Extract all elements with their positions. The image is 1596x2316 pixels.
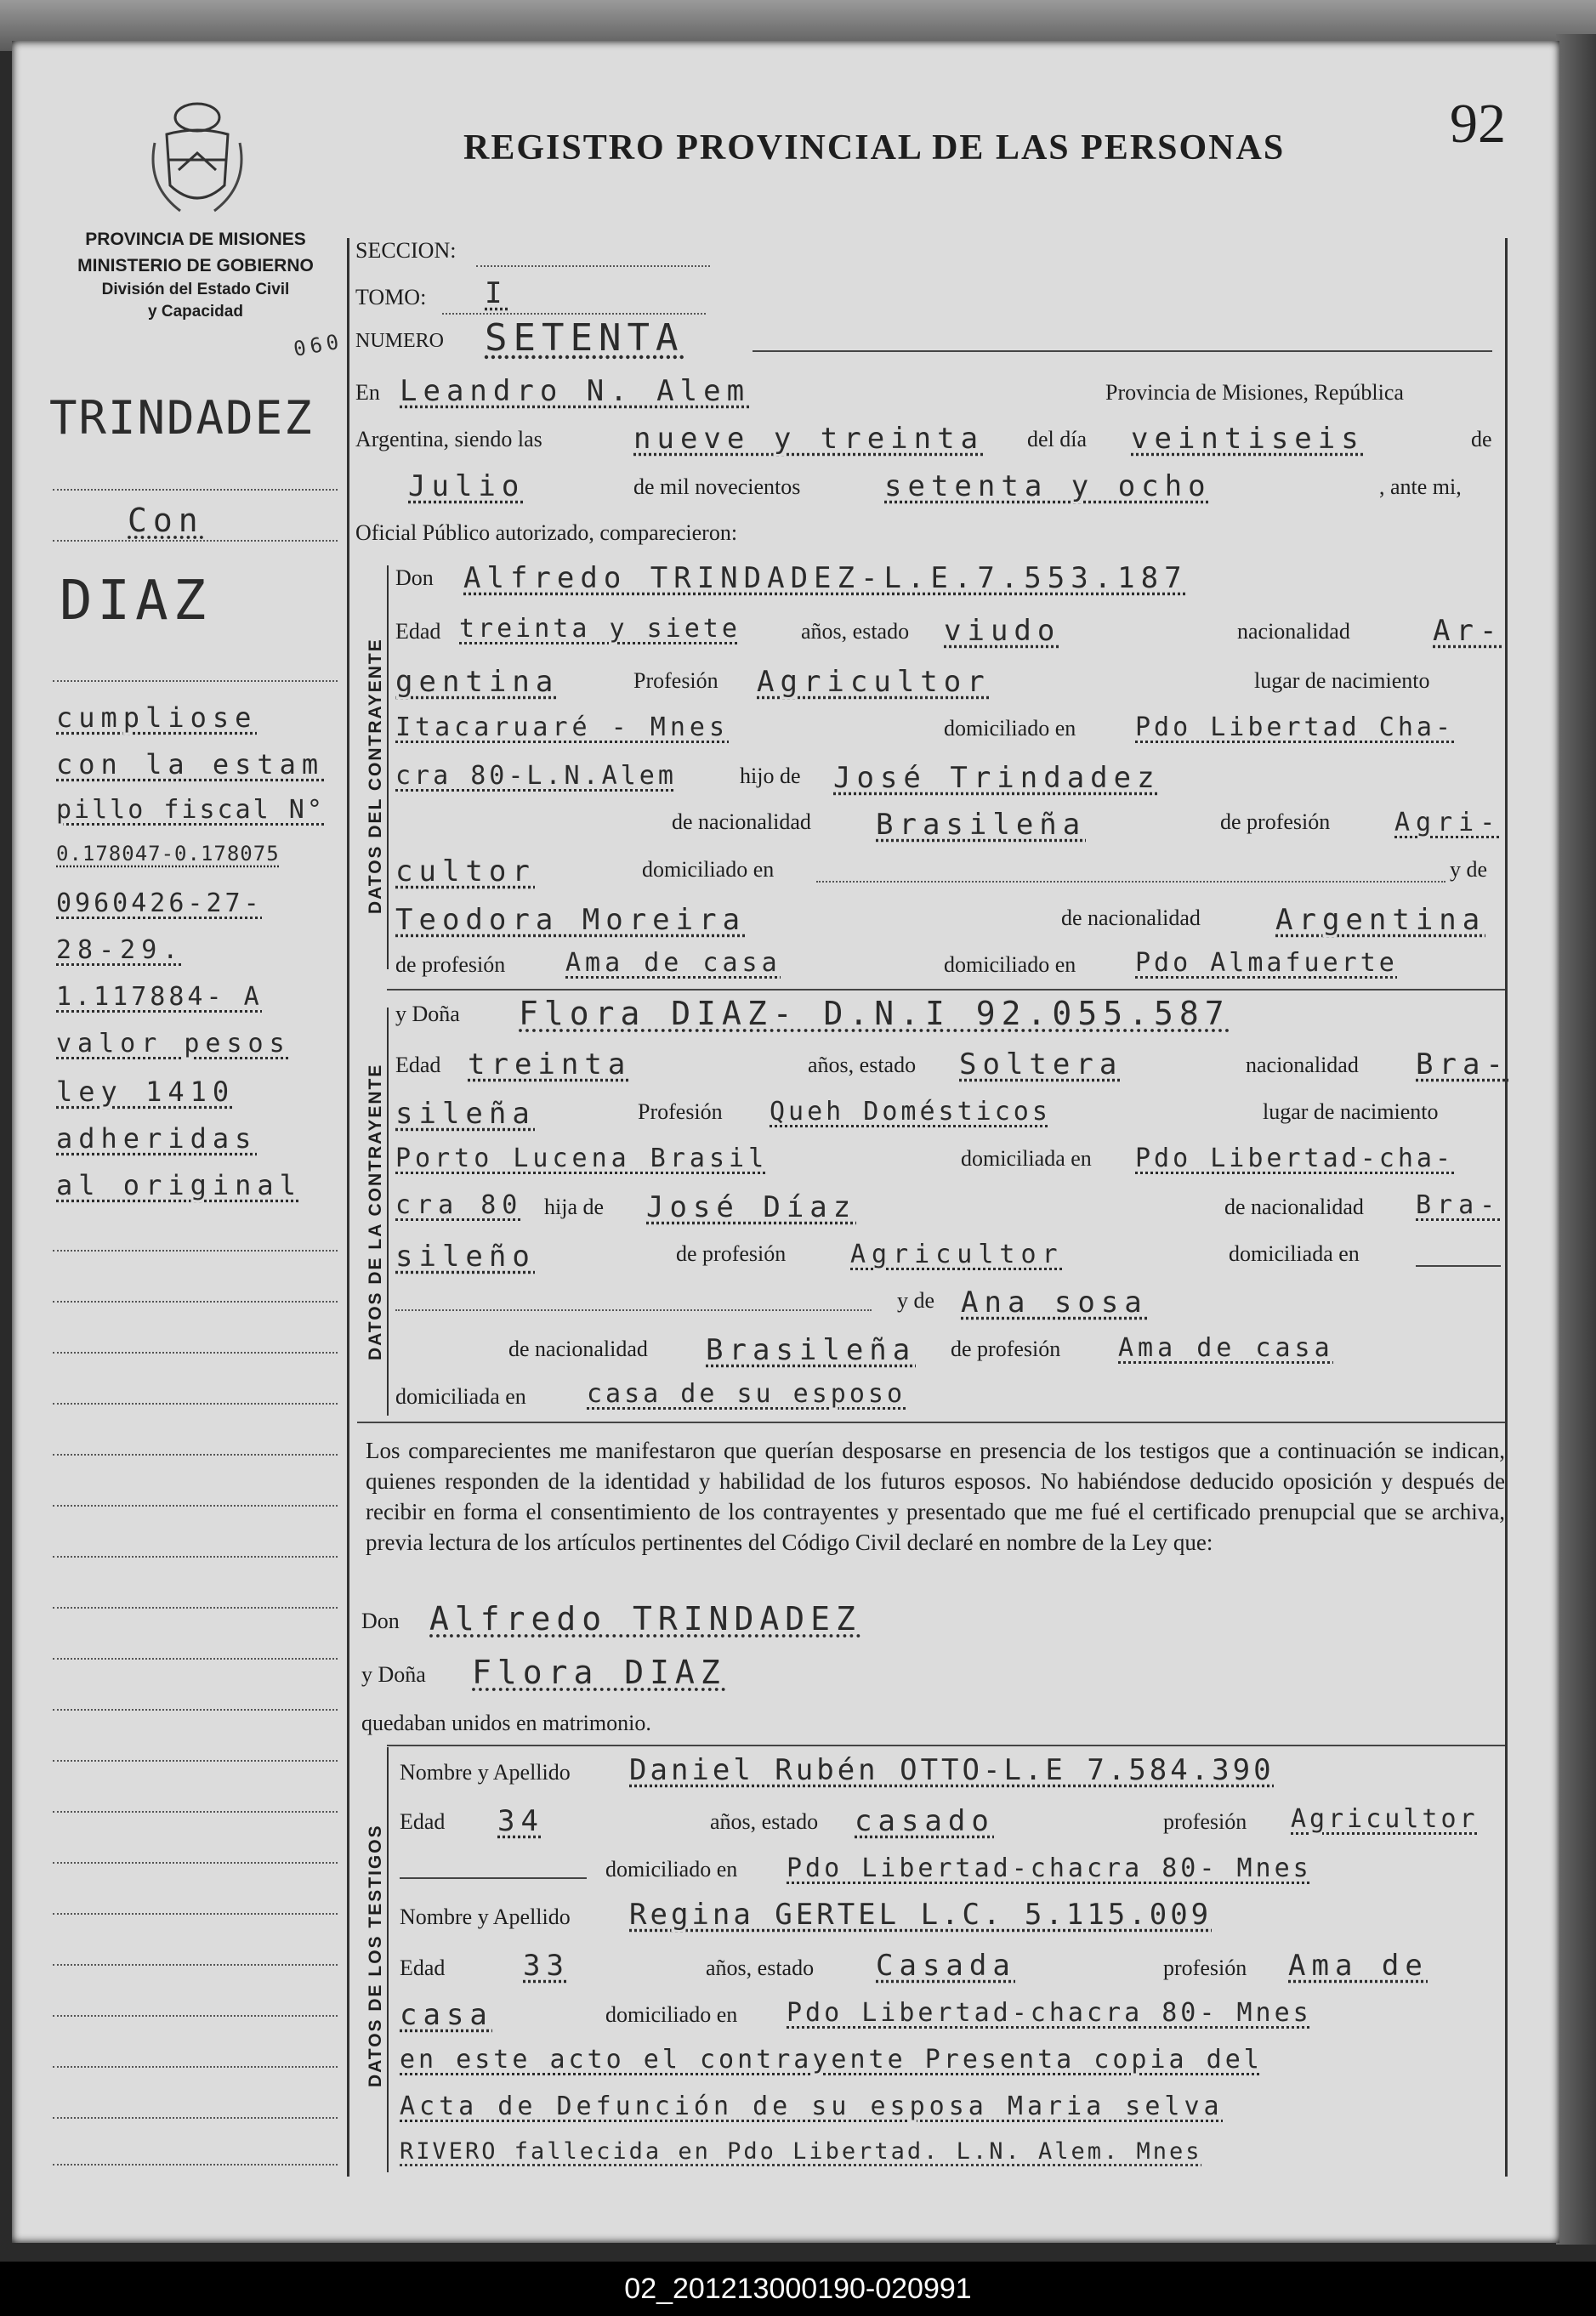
t2-edad-label: Edad [400,1956,446,1980]
anio-value: setenta y ocho [884,469,1212,503]
testigo2-profesion-b: casa [400,1998,493,2032]
contrayente1-madre-dom: Pdo Almafuerte [1135,948,1398,978]
testigos-bracket [387,1747,389,2172]
contrayente1-madre-prof: Ama de casa [565,948,781,978]
margin-rule [53,1964,338,1966]
t1-domicilio-label: domiciliado en [605,1857,738,1882]
org-province: PROVINCIA DE MISIONES [85,230,306,249]
y-de-label: y de [897,1288,935,1313]
section-divider [357,1422,1505,1423]
t1-nombre-label: Nombre y Apellido [400,1760,571,1785]
de-mil-label: de mil novecientos [633,474,801,499]
testigo1-edad: 34 [497,1804,544,1838]
hora-value: nueve y treinta [633,422,985,456]
testigos-side-label: DATOS DE LOS TESTIGOS [366,1824,385,2087]
decl-don-label: Don [361,1609,400,1633]
contrayente2-nacionalidad-b: sileña [395,1097,536,1131]
en-label: En [355,380,380,405]
edad-label: Edad [395,619,441,644]
observacion-line-3: RIVERO fallecida en Pdo Libertad. L.N. Alem. Mnes [400,2138,1202,2165]
argentina-text: Argentina, siendo las [355,427,542,451]
section-divider [387,1745,1505,1746]
contrayente2-domicilio-b: cra 80 [395,1190,524,1220]
contrayente1-nombre: Alfredo TRINDADEZ-L.E.7.553.187 [463,561,1188,595]
t1-profesion-label: profesión [1163,1809,1247,1834]
margin-rule [53,489,338,491]
decl-dona-label: y Doña [361,1662,426,1687]
margin-rule [53,1403,338,1405]
contrayente2-nombre: Flora DIAZ- D.N.I 92.055.587 [519,995,1230,1032]
padre-domicilio-label: domiciliada en [1229,1241,1360,1266]
margin-rule [53,1658,338,1660]
contrayente2-padre: José Díaz [646,1190,857,1224]
testigo1-profesion: Agricultor [1291,1804,1479,1834]
contrayente1-domicilio-b: cra 80-L.N.Alem [395,761,677,791]
tomo-value: I [485,276,508,310]
margin-rule [53,1913,338,1915]
contrayente2-edad: treinta [468,1047,632,1081]
contrayente1-madre: Teodora Moreira [395,903,747,937]
de-label: de [1471,427,1492,451]
profesion-label: Profesión [638,1099,723,1124]
issuing-office [51,226,340,323]
dona-label: y Doña [395,1002,460,1026]
testigo2-edad: 33 [523,1949,570,1983]
testigo2-domicilio: Pdo Libertad-chacra 80- Mnes [787,1998,1312,2028]
margin-note-line: ley 1410 [56,1076,236,1108]
provincia-text: Provincia de Misiones, República [1105,380,1404,405]
padre-domicilio-line-2 [395,1309,872,1311]
quedaban-text: quedaban unidos en matrimonio. [361,1711,651,1735]
margin-rule [53,2117,338,2119]
margin-note-line: adheridas [56,1122,258,1155]
seccion-line [476,265,710,267]
tomo-line [442,313,706,315]
hija-de-label: hija de [544,1195,605,1219]
ante-mi-label: , ante mi, [1379,474,1462,499]
margin-note-line: cumpliose [56,701,258,734]
observacion-line-2: Acta de Defunción de su esposa Maria selva [400,2092,1224,2121]
madre-domicilio-label: domiciliado en [944,952,1076,977]
testigo2-profesion-a: Ama de [1288,1949,1428,1983]
margin-con: Con [128,502,204,539]
decl-don-value: Alfredo TRINDADEZ [429,1600,861,1638]
contrayente2-lugar-nac: Porto Lucena Brasil [395,1144,769,1173]
margin-note-line: valor pesos [56,1029,291,1059]
contrayente1-lugar-nac: Itacaruaré - Mnes [395,712,730,742]
de-nacionalidad-label: de nacionalidad [1224,1195,1364,1219]
y-de-label: y de [1450,857,1488,882]
margin-rule [53,1454,338,1456]
margin-note-line: 0960426-27- [56,888,263,918]
contrayente2-padre-nac-a: Bra- [1416,1190,1502,1220]
margin-rule [53,1862,338,1864]
madre-profesion-label: de profesión [951,1337,1061,1361]
edad-label: Edad [395,1053,441,1077]
margin-note-line: 28-29. [56,935,185,965]
margin-note-line: pillo fiscal N° [56,795,325,825]
contrayente2-nacionalidad-a: Bra- [1416,1047,1509,1081]
numero-label: NUMERO [355,330,445,352]
don-label: Don [395,565,434,590]
margin-note-line: 0.178047-0.178075 [56,842,280,866]
dia-value: veintiseis [1131,422,1365,456]
page-number: 92 [1450,93,1506,155]
profesion-label: Profesión [633,668,718,693]
testigo1-estado: casado [855,1804,995,1838]
contrayente1-padre-prof-a: Agri- [1394,808,1502,837]
lugar-nacimiento-label: lugar de nacimiento [1263,1099,1439,1124]
contrayente1-estado: viudo [944,614,1061,648]
t1-anios-estado-label: años, estado [710,1809,819,1834]
margin-rule [53,1760,338,1762]
t1-edad-label: Edad [400,1809,446,1834]
testigo1-domicilio: Pdo Libertad-chacra 80- Mnes [787,1853,1312,1883]
t2-domicilio-label: domiciliado en [605,2002,738,2027]
t2-profesion-label: profesión [1163,1956,1247,1980]
contrayente1-edad: treinta y siete [459,614,741,644]
mes-value: Julio [408,469,525,503]
t2-anios-estado-label: años, estado [706,1956,815,1980]
madre-nacionalidad-label: de nacionalidad [1061,905,1201,930]
contrayente1-padre-nac: Brasileña [876,808,1087,842]
padre-domicilio-label: domiciliado en [642,857,775,882]
contrayente2-side-label: DATOS DE LA CONTRAYENTE [366,1063,385,1360]
madre-domicilio-label: domiciliada en [395,1384,526,1409]
testigo2-nombre: Regina GERTEL L.C. 5.115.009 [629,1898,1213,1932]
seccion-label: SECCION: [355,238,457,263]
scan-right-edge [1556,34,1596,2245]
domiciliada-label: domiciliada en [961,1146,1092,1171]
numero-line [753,350,1492,352]
margin-rule [53,1250,338,1252]
margin-rule [53,2164,338,2166]
padre-domicilio-line [1416,1265,1501,1267]
contrayente2-madre-dom: casa de su esposo [587,1379,906,1409]
declaration-paragraph: Los comparecientes me manifestaron que querían desposarse en presencia de los testigos que a continuación se indican, quienes responden de la identidad y habilidad de los futuros esposos. No habiéndose deducido oposición y después de recibir en forma el consentimiento de los contrayentes y presentado que me fué el certificado prenupcial que se archiva, previa lectura de los artículos pertinentes del Código Civil declaré en nombre de la Ley que: [366,1438,1505,1555]
t2-nombre-label: Nombre y Apellido [400,1904,571,1929]
contrayente1-madre-nac: Argentina [1275,903,1486,937]
contrayente1-nacionalidad-b: gentina [395,665,559,699]
numero-value: SETENTA [485,316,684,360]
contrayente2-padre-prof: Agricultor [850,1240,1064,1269]
margin-stamp: 060 [292,329,345,361]
anios-estado-label: años, estado [801,619,910,644]
margin-rule [53,1301,338,1303]
padre-domicilio-line [816,881,1445,883]
madre-nacionalidad-label: de nacionalidad [508,1337,648,1361]
margin-rule [53,2066,338,2068]
contrayente1-nacionalidad-a: Ar- [1433,614,1503,648]
margin-surname-2: DIAZ [60,570,212,633]
margin-rule [53,680,338,682]
contrayente1-domicilio-a: Pdo Libertad Cha- [1135,712,1455,742]
nacionalidad-label: nacionalidad [1246,1053,1359,1077]
margin-surname-1: TRINDADEZ [49,391,314,445]
coat-of-arms-icon [146,92,248,219]
nacionalidad-label: nacionalidad [1237,619,1350,644]
margin-rule [53,1505,338,1507]
testigo2-estado: Casada [876,1949,1016,1983]
scan-file-id: 02_201213000190-020991 [0,2262,1596,2316]
margin-divider [347,238,349,2177]
margin-rule [53,1556,338,1558]
section-divider [387,989,1505,991]
contrayente2-padre-nac-b: sileño [395,1240,536,1274]
contrayente2-domicilio-a: Pdo Libertad-cha- [1135,1144,1455,1173]
margin-rule [53,1811,338,1813]
org-ministry: MINISTERIO DE GOBIERNO [77,256,314,275]
lugar-value: Leandro N. Alem [400,374,751,408]
de-profesion-label: de profesión [1220,809,1331,834]
hijo-de-label: hijo de [740,763,801,788]
anios-estado-label: años, estado [808,1053,917,1077]
margin-rule [53,2015,338,2017]
lugar-nacimiento-label: lugar de nacimiento [1254,668,1430,693]
right-border [1505,238,1508,2177]
domiciliado-label: domiciliado en [944,716,1076,741]
contrayente1-bracket [387,565,389,969]
observacion-line-1: en este acto el contrayente Presenta copia del [400,2045,1263,2075]
contrayente2-madre-prof: Ama de casa [1118,1333,1334,1363]
margin-note-line: 1.117884- A [56,982,263,1012]
page-title: REGISTRO PROVINCIAL DE LAS PERSONAS [463,128,1286,167]
margin-rule [53,1352,338,1354]
madre-profesion-label: de profesión [395,952,506,977]
margin-note-line: al original [56,1169,302,1201]
decl-dona-value: Flora DIAZ [472,1654,726,1691]
contrayente1-profesion: Agricultor [757,665,991,699]
contrayente2-estado: Soltera [959,1047,1123,1081]
margin-rule [53,1607,338,1609]
de-profesion-label: de profesión [676,1241,787,1266]
contrayente1-padre: José Trindadez [833,761,1161,795]
contrayente2-madre-nac: Brasileña [706,1333,917,1367]
testigo1-nombre: Daniel Rubén OTTO-L.E 7.584.390 [629,1753,1275,1787]
org-capacity: y Capacidad [148,303,243,321]
del-dia-label: del día [1027,427,1088,451]
contrayente1-side-label: DATOS DEL CONTRAYENTE [366,638,385,914]
margin-rule [53,1709,338,1711]
margin-note-line: con la estam [56,748,325,781]
margin-rule [53,540,338,542]
contrayente1-padre-prof-b: cultor [395,854,536,888]
de-nacionalidad-label: de nacionalidad [672,809,811,834]
oficial-text: Oficial Público autorizado, comparecieron: [355,520,738,545]
contrayente2-bracket [387,1008,389,1416]
t1-blank-line [400,1877,587,1879]
contrayente2-profesion: Queh Domésticos [770,1097,1051,1127]
tomo-label: TOMO: [355,285,427,309]
org-division: División del Estado Civil [101,281,290,298]
contrayente2-madre: Ana sosa [961,1286,1148,1320]
